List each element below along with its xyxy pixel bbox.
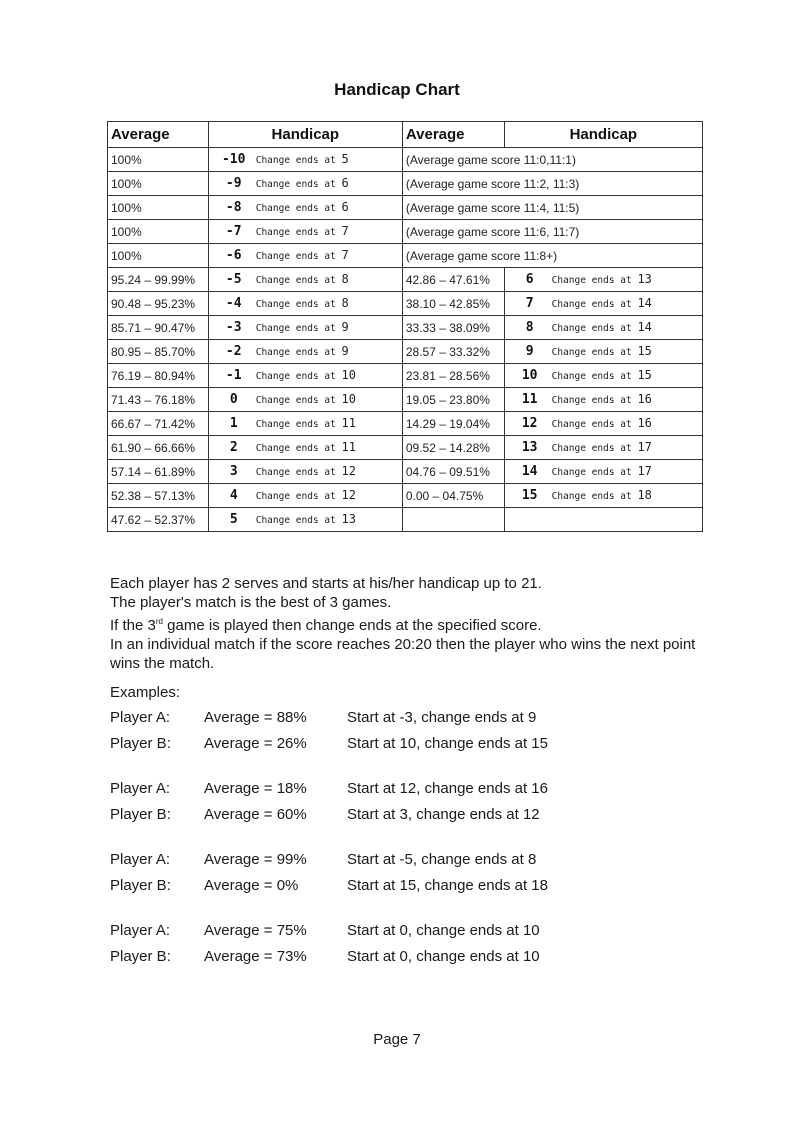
average-cell: 0.00 – 04.75% xyxy=(402,484,504,508)
handicap-value: -1 xyxy=(225,368,242,383)
handicap-value: 1 xyxy=(229,416,238,431)
change-ends: Change ends at 7 xyxy=(255,224,349,238)
handicap-cell xyxy=(504,412,702,436)
average-cell: 95.24 – 99.99% xyxy=(108,268,209,292)
score-note-cell: (Average game score 11:8+) xyxy=(402,244,702,268)
average-cell: 100% xyxy=(108,244,209,268)
example-result: Start at 3, change ends at 12 xyxy=(347,806,540,823)
handicap-value: -2 xyxy=(225,344,242,359)
example-result: Start at -5, change ends at 8 xyxy=(347,851,537,868)
handicap-value: 7 xyxy=(525,296,534,311)
handicap-cell xyxy=(208,268,402,292)
average-cell: 71.43 – 76.18% xyxy=(108,388,209,412)
handicap-cell xyxy=(208,148,402,172)
example-average: Average = 60% xyxy=(204,806,307,823)
example-player: Player B: xyxy=(110,948,171,965)
average-cell: 66.67 – 71.42% xyxy=(108,412,209,436)
handicap-value: -9 xyxy=(225,176,242,191)
header-handicap-right: Handicap xyxy=(504,122,702,148)
handicap-value: 6 xyxy=(525,272,534,287)
change-ends: Change ends at 14 xyxy=(551,296,652,310)
handicap-cell xyxy=(208,436,402,460)
handicap-cell xyxy=(504,388,702,412)
table-row xyxy=(108,268,703,292)
handicap-value: 4 xyxy=(229,488,238,503)
page-title: Handicap Chart xyxy=(334,80,460,99)
change-ends: Change ends at 9 xyxy=(255,344,349,358)
table-row xyxy=(108,412,703,436)
handicap-cell xyxy=(208,484,402,508)
example-row xyxy=(110,735,548,761)
handicap-value: -8 xyxy=(225,200,242,215)
example-result: Start at 0, change ends at 10 xyxy=(347,922,540,939)
table-row xyxy=(108,364,703,388)
example-player: Player B: xyxy=(110,877,171,894)
example-player: Player A: xyxy=(110,851,171,868)
average-cell: 61.90 – 66.66% xyxy=(108,436,209,460)
handicap-value: 15 xyxy=(521,488,538,503)
handicap-cell xyxy=(208,196,402,220)
average-cell: 38.10 – 42.85% xyxy=(402,292,504,316)
table-row xyxy=(108,436,703,460)
average-cell: 19.05 – 23.80% xyxy=(402,388,504,412)
handicap-cell xyxy=(208,388,402,412)
example-average: Average = 88% xyxy=(204,709,307,726)
change-ends: Change ends at 12 xyxy=(255,464,356,478)
average-cell: 28.57 – 33.32% xyxy=(402,340,504,364)
table-row xyxy=(108,196,703,220)
handicap-value: 12 xyxy=(521,416,538,431)
table-row xyxy=(108,172,703,196)
change-ends: Change ends at 15 xyxy=(551,368,652,382)
average-cell: 76.19 – 80.94% xyxy=(108,364,209,388)
example-average: Average = 26% xyxy=(204,735,307,752)
handicap-value: 3 xyxy=(229,464,238,479)
handicap-cell xyxy=(208,364,402,388)
average-cell: 100% xyxy=(108,220,209,244)
score-note-cell: (Average game score 11:4, 11:5) xyxy=(402,196,702,220)
table-row xyxy=(108,508,703,532)
example-row xyxy=(110,709,548,735)
example-row xyxy=(110,806,548,832)
handicap-value: -4 xyxy=(225,296,242,311)
example-row xyxy=(110,948,548,974)
example-player: Player B: xyxy=(110,735,171,752)
examples-section xyxy=(110,684,548,974)
average-cell xyxy=(402,508,504,532)
table-row xyxy=(108,484,703,508)
average-cell: 14.29 – 19.04% xyxy=(402,412,504,436)
change-ends: Change ends at 13 xyxy=(551,272,652,286)
change-ends: Change ends at 16 xyxy=(551,416,652,430)
example-average: Average = 99% xyxy=(204,851,307,868)
handicap-value: -6 xyxy=(225,248,242,263)
change-ends: Change ends at 18 xyxy=(551,488,652,502)
change-ends: Change ends at 12 xyxy=(255,488,356,502)
handicap-value: -7 xyxy=(225,224,242,239)
handicap-cell xyxy=(208,244,402,268)
example-player: Player A: xyxy=(110,780,171,797)
example-result: Start at 15, change ends at 18 xyxy=(347,877,548,894)
rule-line: If the 3rd game is played then change ends at the specified score. xyxy=(110,617,542,634)
change-ends: Change ends at 5 xyxy=(255,152,349,166)
table-row xyxy=(108,244,703,268)
handicap-value: 14 xyxy=(521,464,538,479)
example-result: Start at -3, change ends at 9 xyxy=(347,709,537,726)
score-note-cell: (Average game score 11:0,11:1) xyxy=(402,148,702,172)
table-row xyxy=(108,460,703,484)
change-ends: Change ends at 8 xyxy=(255,296,349,310)
example-row xyxy=(110,922,548,948)
example-average: Average = 0% xyxy=(204,877,299,894)
table-row xyxy=(108,388,703,412)
average-cell: 52.38 – 57.13% xyxy=(108,484,209,508)
average-cell: 47.62 – 52.37% xyxy=(108,508,209,532)
change-ends: Change ends at 16 xyxy=(551,392,652,406)
handicap-cell xyxy=(504,316,702,340)
average-cell: 100% xyxy=(108,196,209,220)
handicap-cell xyxy=(504,364,702,388)
change-ends: Change ends at 10 xyxy=(255,392,356,406)
example-row xyxy=(110,851,548,877)
handicap-cell xyxy=(208,316,402,340)
change-ends: Change ends at 7 xyxy=(255,248,349,262)
handicap-cell xyxy=(208,460,402,484)
average-cell: 80.95 – 85.70% xyxy=(108,340,209,364)
table-row xyxy=(108,340,703,364)
handicap-cell xyxy=(504,436,702,460)
score-note-cell: (Average game score 11:6, 11:7) xyxy=(402,220,702,244)
average-cell: 100% xyxy=(108,148,209,172)
handicap-value: 10 xyxy=(521,368,538,383)
empty-cell xyxy=(504,508,702,532)
example-average: Average = 73% xyxy=(204,948,307,965)
rules-text xyxy=(110,574,710,673)
score-note-cell: (Average game score 11:2, 11:3) xyxy=(402,172,702,196)
handicap-cell xyxy=(208,412,402,436)
header-handicap-left: Handicap xyxy=(208,122,402,148)
change-ends: Change ends at 11 xyxy=(255,416,356,430)
handicap-cell xyxy=(208,220,402,244)
handicap-cell xyxy=(208,508,402,532)
table-row xyxy=(108,316,703,340)
average-cell: 23.81 – 28.56% xyxy=(402,364,504,388)
handicap-cell xyxy=(504,340,702,364)
change-ends: Change ends at 6 xyxy=(255,200,349,214)
rule-line: The player's match is the best of 3 games. xyxy=(110,594,392,611)
average-cell: 85.71 – 90.47% xyxy=(108,316,209,340)
handicap-cell xyxy=(504,292,702,316)
handicap-cell xyxy=(504,484,702,508)
example-player: Player A: xyxy=(110,922,171,939)
table-row xyxy=(108,220,703,244)
table-row xyxy=(108,292,703,316)
handicap-value: 9 xyxy=(525,344,534,359)
change-ends: Change ends at 13 xyxy=(255,512,356,526)
average-cell: 33.33 – 38.09% xyxy=(402,316,504,340)
rule-line: Each player has 2 serves and starts at his/her handicap up to 21. xyxy=(110,575,542,592)
handicap-value: 13 xyxy=(521,440,538,455)
table-header-row xyxy=(108,122,703,148)
change-ends: Change ends at 15 xyxy=(551,344,652,358)
average-cell: 57.14 – 61.89% xyxy=(108,460,209,484)
average-cell: 100% xyxy=(108,172,209,196)
header-average-left: Average xyxy=(108,122,209,148)
example-player: Player A: xyxy=(110,709,171,726)
example-result: Start at 12, change ends at 16 xyxy=(347,780,548,797)
page-number: Page 7 xyxy=(373,1031,421,1048)
average-cell: 04.76 – 09.51% xyxy=(402,460,504,484)
table-row xyxy=(108,148,703,172)
rule-line: In an individual match if the score reaches 20:20 then the player who wins the next point wins the match. xyxy=(110,636,696,672)
handicap-value: -3 xyxy=(225,320,242,335)
change-ends: Change ends at 17 xyxy=(551,464,652,478)
handicap-value: 11 xyxy=(521,392,538,407)
handicap-cell xyxy=(208,340,402,364)
handicap-cell xyxy=(504,460,702,484)
average-cell: 09.52 – 14.28% xyxy=(402,436,504,460)
example-average: Average = 75% xyxy=(204,922,307,939)
change-ends: Change ends at 10 xyxy=(255,368,356,382)
change-ends: Change ends at 6 xyxy=(255,176,349,190)
handicap-value: -10 xyxy=(221,152,246,167)
handicap-value: 8 xyxy=(525,320,534,335)
handicap-cell xyxy=(208,172,402,196)
handicap-value: 5 xyxy=(229,512,238,527)
average-cell: 90.48 – 95.23% xyxy=(108,292,209,316)
change-ends: Change ends at 8 xyxy=(255,272,349,286)
handicap-value: 0 xyxy=(229,392,238,407)
handicap-cell xyxy=(208,292,402,316)
example-row xyxy=(110,780,548,806)
handicap-value: 2 xyxy=(229,440,238,455)
handicap-table xyxy=(107,121,703,532)
example-average: Average = 18% xyxy=(204,780,307,797)
header-average-right: Average xyxy=(402,122,504,148)
change-ends: Change ends at 11 xyxy=(255,440,356,454)
change-ends: Change ends at 14 xyxy=(551,320,652,334)
example-result: Start at 0, change ends at 10 xyxy=(347,948,540,965)
handicap-cell xyxy=(504,268,702,292)
example-result: Start at 10, change ends at 15 xyxy=(347,735,548,752)
change-ends: Change ends at 17 xyxy=(551,440,652,454)
change-ends: Change ends at 9 xyxy=(255,320,349,334)
example-player: Player B: xyxy=(110,806,171,823)
examples-title: Examples: xyxy=(110,684,181,701)
example-row xyxy=(110,877,548,903)
average-cell: 42.86 – 47.61% xyxy=(402,268,504,292)
handicap-value: -5 xyxy=(225,272,242,287)
